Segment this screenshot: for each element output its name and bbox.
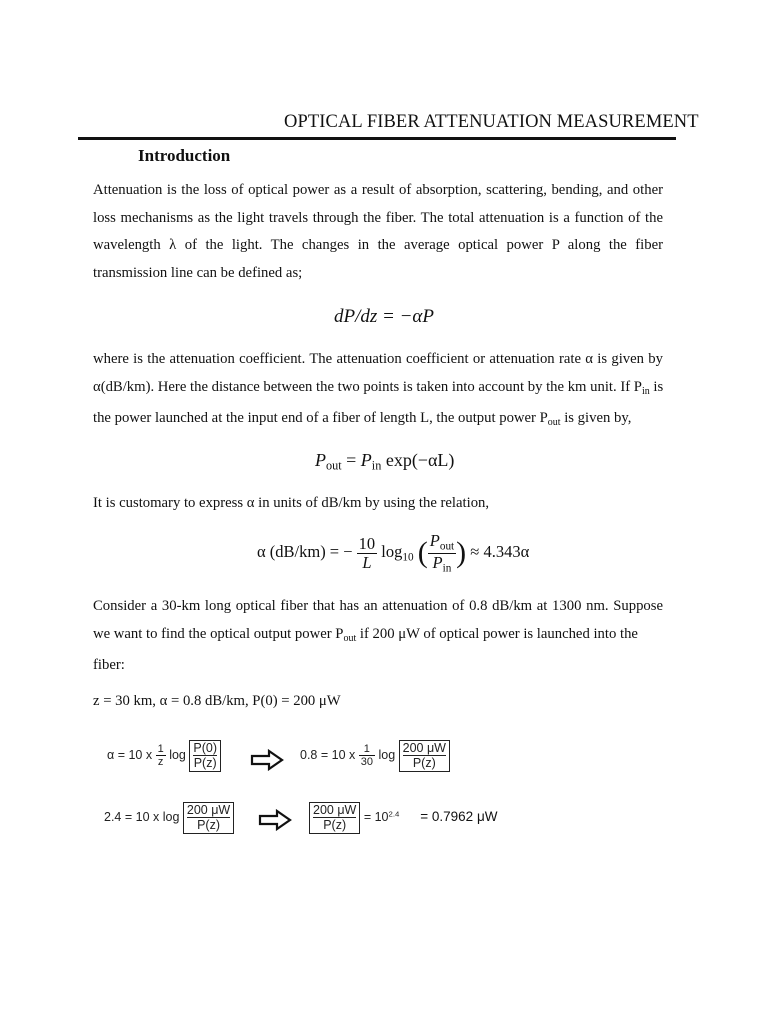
denominator [428,554,456,575]
calc-row-1 [107,740,221,772]
calc-row-1-right [300,740,450,772]
bracket-fraction [189,740,221,772]
paragraph-line: It is customary to express α in units of dB/km by using the relation, [93,495,490,511]
subscript: in [442,562,452,575]
eq-operator: = [341,450,361,470]
given-values [93,688,663,716]
bracket-fraction [309,802,360,834]
calc-text: log [169,748,186,763]
attenuation-paragraph [93,346,663,436]
right-arrow-outline-icon [250,749,284,771]
subscript: out [439,540,455,553]
eq-text: exp(−αL) [381,450,455,470]
subscript: 10 [402,551,414,564]
document-header-title: OPTICAL FIBER ATTENUATION MEASUREMENT [284,112,699,132]
text-run: if 200 μW of optical power is launched into the [356,625,638,642]
section-heading: Introduction [138,146,231,165]
calc-text: = 10 [363,810,389,825]
calc-text: α = 10 x [107,748,153,763]
calc-text: 0.8 = 10 x [300,748,356,763]
paragraph-line [93,405,663,436]
numerator [428,532,456,554]
paragraph-line: loss mechanisms as the light travels through the fiber. The total attenuation is a function of the [93,209,663,226]
eq-symbol: P [360,450,372,470]
fraction [357,535,378,572]
eq-text: α (dB/km) = − [257,541,353,561]
denominator: P(z) [412,756,436,771]
eq-text: log [381,541,403,561]
denominator: P(z) [193,756,217,771]
numerator: 1 [359,743,375,756]
denominator: 30 [360,756,373,769]
fraction [359,743,375,768]
calc-result: = 0.7962 μW [420,809,498,825]
eq-symbol: P [315,450,326,470]
paragraph-line: wavelength λ of the light. The changes in the average optical power P along the fiber [93,237,663,253]
paragraph-line [93,621,663,652]
numerator: 200 μW [186,803,231,817]
left-paren: ( [417,536,428,570]
text-run: the power launched at the input end of a fiber of length L, the output power P [93,409,548,426]
paragraph-line: z = 30 km, α = 0.8 dB/km, P(0) = 200 μW [93,693,341,709]
denominator: P(z) [323,818,347,833]
bracket-fraction [183,802,234,834]
right-paren: ) [456,536,467,570]
eq-symbol: P [432,552,443,572]
right-arrow-outline-icon [258,809,292,831]
calc-text: log [378,748,396,763]
subscript: out [547,416,561,428]
bracket-fraction [399,740,450,772]
eq-symbol: P [429,531,440,550]
paragraph-line: Consider a 30-km long optical fiber that has an attenuation of 0.8 dB/km at 1300 nm. Suppose [93,598,663,614]
text-run: is [649,378,664,395]
numerator: P(0) [193,741,217,755]
paragraph-line: Attenuation is the loss of optical power as a result of absorption, scattering, bending, and other [93,182,663,198]
calc-text: 2.4 = 10 x log [104,810,180,825]
paragraph-line [93,374,663,405]
equation-differential: dP/dz = −αP [334,306,435,327]
fraction [156,743,166,768]
denominator: L [362,552,372,572]
denominator: P(z) [197,818,221,833]
subscript: in [641,385,650,397]
text-run: we want to find the optical output power P [93,625,344,642]
superscript: 2.4 [388,809,400,819]
relation-paragraph [93,490,663,518]
denominator: z [157,756,164,769]
header-rule [78,137,676,140]
intro-paragraph [93,177,663,287]
text-run: is given by, [560,409,632,426]
eq-text: ≈ 4.343α [470,541,530,561]
subscript: out [326,458,342,473]
numerator: 200 μW [402,741,446,755]
paragraph-line: where is the attenuation coefficient. The attenuation coefficient or attenuation rate α is given by [93,351,663,367]
equation-db-relation [257,532,529,574]
example-paragraph [93,593,663,679]
paragraph-line: transmission line can be defined as; [93,264,303,281]
paragraph-line: fiber: [93,656,125,673]
text-run: α(dB/km). Here the distance between the two points is taken into account by the km unit. If P [93,378,642,395]
subscript: out [343,632,357,644]
subscript: in [371,458,382,473]
calc-row-2-right [309,802,497,834]
numerator: 200 μW [313,803,357,817]
equation-output-power [315,450,454,474]
numerator: 1 [157,743,164,756]
calc-row-2 [104,802,234,834]
fraction [428,532,456,574]
numerator: 10 [358,533,376,553]
